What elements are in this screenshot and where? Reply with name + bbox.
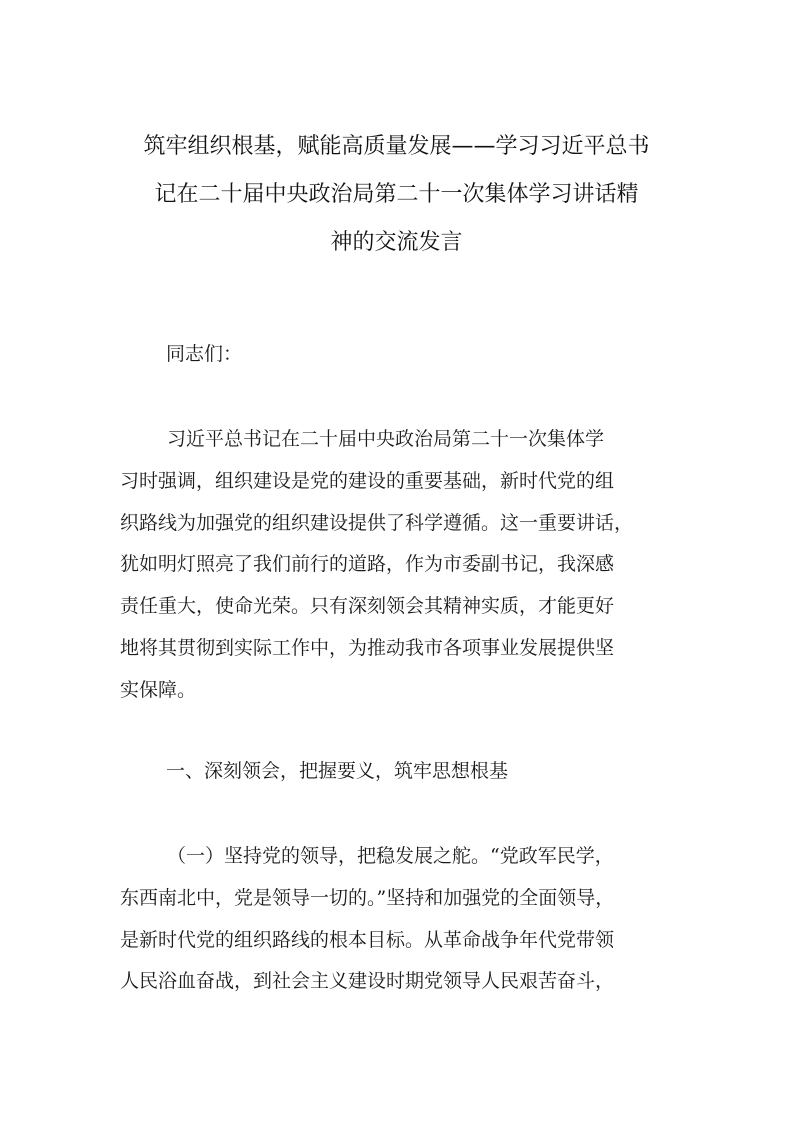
paragraph-line: 织路线为加强党的组织建设提供了科学遵循。这一重要讲话， xyxy=(120,511,634,534)
intro-paragraph xyxy=(120,419,680,712)
paragraph-line: 实保障。 xyxy=(120,678,197,701)
paragraph-line: 犹如明灯照亮了我们前行的道路，作为市委副书记，我深感 xyxy=(120,553,615,576)
paragraph-line: 是新时代党的组织路线的根本目标。从革命战争年代党带领 xyxy=(120,928,615,951)
title-line: 神的交流发言 xyxy=(330,230,463,255)
paragraph-line: 习近平总书记在二十届中央政治局第二十一次集体学 xyxy=(167,428,605,450)
paragraph-line: 习时强调，组织建设是党的建设的重要基础，新时代党的组 xyxy=(120,469,615,492)
paragraph-line: 东西南北中，党是领导一切的。”坚持和加强党的全面领导， xyxy=(120,886,615,909)
title-line: 记在二十届中央政治局第二十一次集体学习讲话精 xyxy=(154,182,639,207)
document-title xyxy=(110,123,683,267)
section-heading: 一、深刻领会，把握要义，筑牢思想根基 xyxy=(166,760,509,782)
title-line: 筑牢组织根基，赋能高质量发展——学习习近平总书 xyxy=(143,134,650,159)
paragraph-line: 人民浴血奋战，到社会主义建设时期党领导人民艰苦奋斗， xyxy=(120,970,615,993)
paragraph-line: （一）坚持党的领导，把稳发展之舵。“党政军民学， xyxy=(167,845,614,867)
paragraph-line: 地将其贯彻到实际工作中，为推动我市各项事业发展提供坚 xyxy=(120,636,615,659)
paragraph-line: 责任重大，使命光荣。只有深刻领会其精神实质，才能更好 xyxy=(120,595,615,618)
section-paragraph xyxy=(120,836,680,1003)
salutation: 同志们： xyxy=(166,343,243,365)
